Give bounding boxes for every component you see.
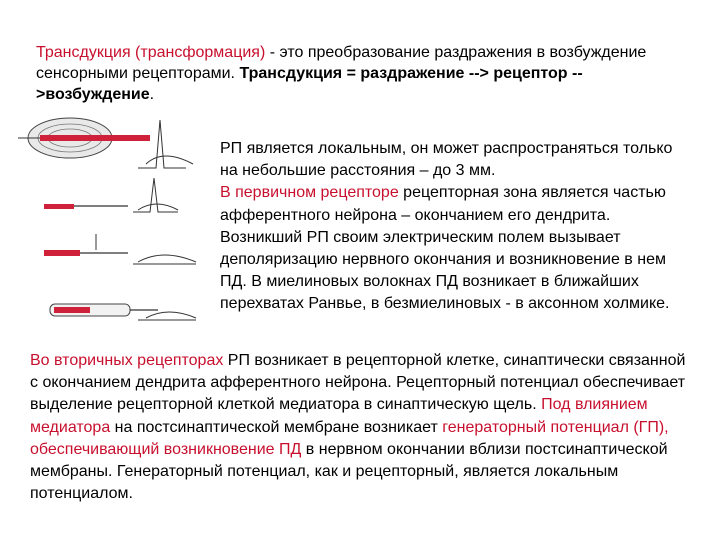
trace-2 — [133, 178, 178, 212]
secondary-text-1: РП возникает в рецепторной клетке, синаптически связанной с окончанием дендрита афферентного нейрона. Рецепторный потенциал обеспечивает выделение рецепторной клеткой медиатора в синаптическую щель. — [30, 352, 686, 414]
primary-receptor-paragraph — [220, 138, 690, 316]
pacinian-corpuscle — [18, 118, 150, 158]
fiber-2 — [44, 204, 128, 209]
secondary-receptor-paragraph — [30, 350, 695, 505]
rp-local-text: РП является локальным, он может распространяться только на небольшие расстояния – до 3 мм. — [220, 140, 673, 180]
title-paragraph — [36, 42, 691, 105]
title-definition: - это преобразование раздражения в возбуждение сенсорными рецепторами. — [36, 44, 647, 82]
trace-4 — [138, 312, 196, 320]
fiber-4 — [50, 304, 158, 316]
trace-3 — [133, 255, 196, 264]
secondary-receptor-term: Во вторичных рецепторах — [30, 352, 224, 369]
mediator-term: Под влиянием медиатора — [30, 396, 648, 436]
trace-1 — [138, 120, 193, 168]
generator-potential-term: генераторный потенциал (ГП), обеспечивающий возникновение ПД — [30, 418, 669, 458]
primary-receptor-text: рецепторная зона является частью афферентного нейрона – окончанием его дендрита. Возникший РП своим электрическим полем вызывает деполяризацию нервного окончания и возникновение в нем ПД. В миелиновых волокнах ПД возникает в ближайших перехватах Ранвье, в безмиелиновых - в аксонном холмике. — [220, 184, 670, 313]
title-end: . — [149, 86, 155, 103]
fiber-3 — [44, 234, 128, 256]
receptor-figure — [18, 108, 210, 334]
primary-receptor-term: В первичном рецепторе — [220, 184, 399, 202]
title-term: Трансдукция (трансформация) — [36, 44, 266, 61]
secondary-text-3: в нервном окончании вблизи постсинаптической мембраны. Генераторный потенциал, как и рецепторный, является локальным потенциалом. — [30, 440, 668, 503]
title-formula: Трансдукция = раздражение --> рецептор -->возбуждение — [36, 65, 583, 103]
secondary-text-2: на постсинаптической мембране возникает — [110, 418, 443, 436]
